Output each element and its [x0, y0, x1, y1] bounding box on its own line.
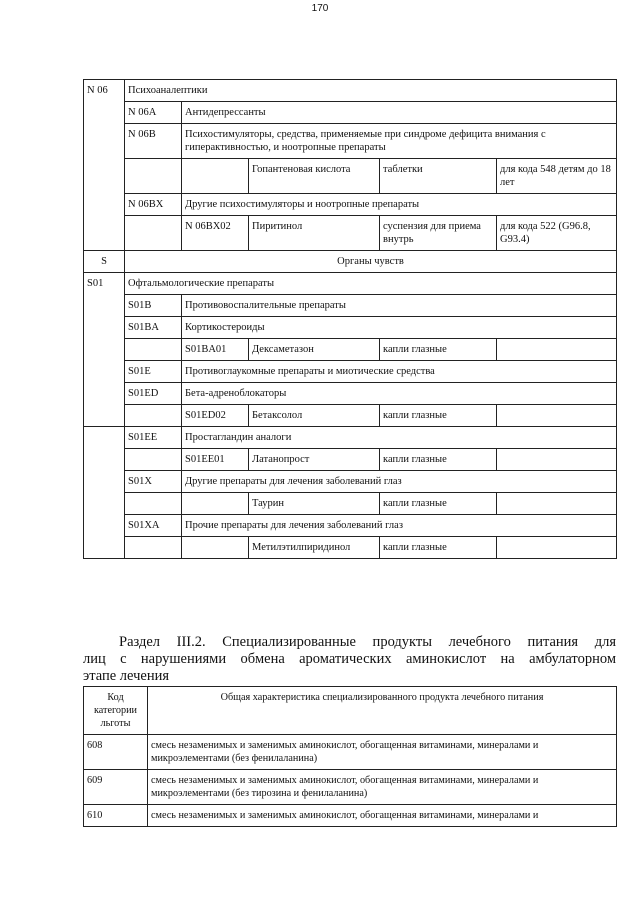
table-row [84, 273, 617, 295]
table-row [84, 805, 617, 827]
drug-name-cell: Таурин [249, 493, 380, 515]
note-cell [497, 339, 617, 361]
dosage-form-cell: капли глазные [380, 339, 497, 361]
section-heading [83, 634, 616, 685]
group-name-cell: Офтальмологические препараты [125, 273, 617, 295]
page-number: 170 [311, 3, 329, 14]
subgroup-code-cell: S01ED [125, 383, 182, 405]
drug-name-cell: Бетаксолол [249, 405, 380, 427]
table-row [84, 735, 617, 770]
section-code-cell: S [84, 251, 125, 273]
table-row [84, 770, 617, 805]
subgroup-name-cell: Простагландин аналоги [182, 427, 617, 449]
table-row [84, 295, 617, 317]
empty-cell [125, 405, 182, 427]
table-row [84, 251, 617, 273]
table-row [84, 493, 617, 515]
product-description-cell: смесь незаменимых и заменимых аминокислот, обогащенная витаминами, минералами и микроэлементами (без фенилаланина) [148, 735, 617, 770]
table-row [84, 405, 617, 427]
section-heading-line: лиц с нарушениями обмена ароматических аминокислот на амбулаторном [83, 651, 616, 667]
drug-name-cell: Гопантеновая кислота [249, 159, 380, 194]
table-row [84, 449, 617, 471]
header-product-description: Общая характеристика специализированного продукта лечебного питания [148, 687, 617, 735]
subgroup-code-cell: N 06B [125, 124, 182, 159]
group-name-cell: Психоаналептики [125, 80, 617, 102]
table-row [84, 361, 617, 383]
subgroup-code-cell: S01BA [125, 317, 182, 339]
section-name-cell: Органы чувств [125, 251, 617, 273]
dosage-form-cell: капли глазные [380, 493, 497, 515]
atc-code-cell [182, 493, 249, 515]
subgroup-code-cell: S01B [125, 295, 182, 317]
subgroup-name-cell: Противовоспалительные препараты [182, 295, 617, 317]
empty-cell [125, 493, 182, 515]
subgroup-name-cell: Антидепрессанты [182, 102, 617, 124]
table-row [84, 383, 617, 405]
subgroup-code-cell: S01EE [125, 427, 182, 449]
table-row [84, 102, 617, 124]
drug-name-cell: Метилэтилпиридинол [249, 537, 380, 559]
table-row [84, 159, 617, 194]
product-description-cell: смесь незаменимых и заменимых аминокислот, обогащенная витаминами, минералами и микроэлементами (без тирозина и фенилаланина) [148, 770, 617, 805]
drug-name-cell: Дексаметазон [249, 339, 380, 361]
drug-name-cell: Пиритинол [249, 216, 380, 251]
table-row [84, 216, 617, 251]
table-row [84, 471, 617, 493]
category-code-cell: 608 [84, 735, 148, 770]
subgroup-name-cell: Прочие препараты для лечения заболеваний глаз [182, 515, 617, 537]
subgroup-name-cell: Кортикостероиды [182, 317, 617, 339]
drug-name-cell: Латанопрост [249, 449, 380, 471]
subgroup-name-cell: Противоглаукомные препараты и миотические средства [182, 361, 617, 383]
atc-code-cell: S01BA01 [182, 339, 249, 361]
note-cell: для кода 522 (G96.8, G93.4) [497, 216, 617, 251]
note-cell [497, 537, 617, 559]
table-row [84, 537, 617, 559]
table-header-row [84, 687, 617, 735]
note-cell [497, 405, 617, 427]
atc-code-cell: N 06BX02 [182, 216, 249, 251]
dosage-form-cell: таблетки [380, 159, 497, 194]
empty-cell [125, 537, 182, 559]
nutrition-products-table [83, 686, 617, 827]
atc-code-cell [182, 159, 249, 194]
empty-cell [125, 449, 182, 471]
empty-cell [125, 216, 182, 251]
dosage-form-cell: капли глазные [380, 449, 497, 471]
table-row [84, 80, 617, 102]
empty-cell [125, 159, 182, 194]
section-heading-line: Раздел III.2. Специализированные продукты лечебного питания для [119, 634, 616, 650]
category-code-cell: 610 [84, 805, 148, 827]
table-row [84, 317, 617, 339]
table-row [84, 124, 617, 159]
table-row [84, 339, 617, 361]
atc-code-cell [182, 537, 249, 559]
table-row [84, 515, 617, 537]
note-cell: для кода 548 детям до 18 лет [497, 159, 617, 194]
note-cell [497, 493, 617, 515]
subgroup-code-cell: N 06A [125, 102, 182, 124]
drug-list-table [83, 79, 617, 559]
group-code-cell: S01 [84, 273, 125, 427]
subgroup-code-cell: N 06BX [125, 194, 182, 216]
group-code-cell: N 06 [84, 80, 125, 251]
subgroup-name-cell: Бета-адреноблокаторы [182, 383, 617, 405]
note-cell [497, 449, 617, 471]
subgroup-name-cell: Другие препараты для лечения заболеваний глаз [182, 471, 617, 493]
subgroup-code-cell: S01XA [125, 515, 182, 537]
subgroup-code-cell: S01E [125, 361, 182, 383]
subgroup-name-cell: Психостимуляторы, средства, применяемые при синдроме дефицита внимания с гиперактивностью, и ноотропные препараты [182, 124, 617, 159]
category-code-cell: 609 [84, 770, 148, 805]
empty-cell [125, 339, 182, 361]
dosage-form-cell: суспензия для приема внутрь [380, 216, 497, 251]
subgroup-name-cell: Другие психостимуляторы и ноотропные препараты [182, 194, 617, 216]
table-row [84, 427, 617, 449]
dosage-form-cell: капли глазные [380, 405, 497, 427]
empty-group-cell [84, 427, 125, 559]
subgroup-code-cell: S01X [125, 471, 182, 493]
table-row [84, 194, 617, 216]
header-category-code: Код категории льготы [84, 687, 148, 735]
section-heading-line: этапе лечения [83, 668, 170, 684]
dosage-form-cell: капли глазные [380, 537, 497, 559]
atc-code-cell: S01ED02 [182, 405, 249, 427]
atc-code-cell: S01EE01 [182, 449, 249, 471]
product-description-cell: смесь незаменимых и заменимых аминокислот, обогащенная витаминами, минералами и [148, 805, 617, 827]
